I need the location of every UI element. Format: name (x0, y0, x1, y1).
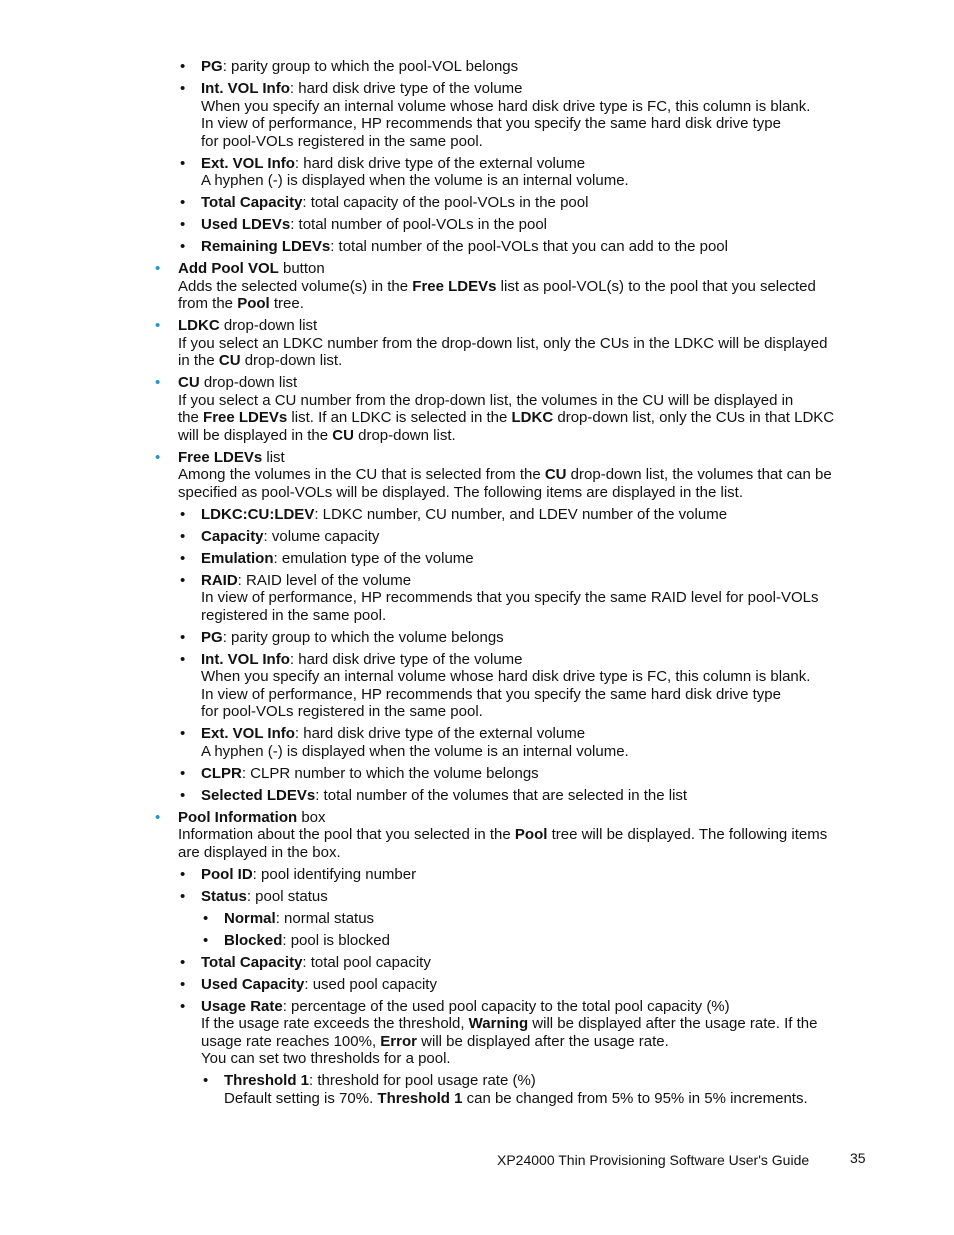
term: Int. VOL Info (201, 650, 290, 668)
text-line (178, 844, 954, 862)
text-segment: from the (178, 295, 238, 312)
text-line (201, 607, 954, 625)
list-item (0, 1072, 954, 1107)
list-item (0, 572, 954, 625)
term: Remaining LDEVs (201, 238, 331, 255)
term: Add Pool VOL (178, 260, 279, 277)
list-item (0, 194, 954, 212)
term: LDKC (178, 317, 220, 334)
text-segment: A hyphen (-) is displayed when the volume is an internal volume. (201, 742, 629, 760)
term: Pool (514, 826, 548, 843)
term: Selected LDEVs (201, 786, 316, 804)
text-line (201, 194, 954, 212)
text-segment: : hard disk drive type of the external volume (294, 725, 586, 742)
text-segment: : hard disk drive type of the volume (289, 650, 523, 668)
term: Threshold 1 (377, 1089, 463, 1107)
text-segment: : total number of the pool-VOLs that you can add to the pool (330, 238, 728, 255)
bullet-icon: • (180, 527, 186, 545)
term: Used LDEVs (201, 216, 291, 233)
bullet-icon: • (155, 374, 161, 391)
term: PG (201, 628, 223, 646)
text-segment: Information about the pool that you selected in the (178, 826, 515, 843)
text-line (201, 1015, 954, 1033)
text-line (201, 686, 954, 704)
list-item (0, 506, 954, 524)
text-line (201, 629, 954, 647)
text-segment: list as pool-VOL(s) to the pool that you selected (496, 277, 816, 295)
text-segment: the (178, 409, 204, 426)
text-line (201, 1033, 954, 1051)
term: CU (332, 426, 354, 444)
text-segment: : hard disk drive type of the external volume (294, 154, 586, 172)
text-segment: : pool identifying number (252, 865, 417, 883)
text-segment: : percentage of the used pool capacity to the total pool capacity (%) (282, 997, 730, 1015)
text-segment: Default setting is 70%. (224, 1089, 378, 1107)
text-line (201, 888, 954, 906)
text-line (201, 506, 954, 524)
text-line (178, 352, 954, 370)
text-segment: for pool-VOLs registered in the same pool. (201, 703, 483, 720)
text-segment: : hard disk drive type of the volume (289, 80, 523, 97)
document-body (0, 58, 954, 1112)
bullet-icon: • (155, 808, 161, 826)
list-item (0, 910, 954, 928)
bullet-icon: • (180, 154, 186, 172)
bullet-icon: • (180, 505, 186, 523)
text-line (224, 932, 954, 950)
text-line (178, 278, 954, 296)
text-line (201, 954, 954, 972)
footer-title: XP24000 Thin Provisioning Software User's Guide (497, 1152, 810, 1168)
text-line (201, 572, 954, 590)
text-line (178, 826, 954, 844)
text-segment: Adds the selected volume(s) in the (178, 277, 413, 295)
bullet-icon: • (180, 216, 186, 233)
text-segment: : RAID level of the volume (237, 571, 412, 589)
list-item (0, 998, 954, 1068)
term: Normal (224, 909, 276, 927)
text-segment: : threshold for pool usage rate (%) (309, 1072, 536, 1089)
list-item (0, 528, 954, 546)
text-line (178, 260, 954, 278)
text-line (201, 743, 954, 761)
list-item (0, 725, 954, 760)
text-line (178, 335, 954, 353)
term: Int. VOL Info (201, 80, 290, 97)
text-segment: will be displayed after the usage rate. If the (528, 1015, 818, 1032)
text-line (178, 809, 954, 827)
text-segment: drop-down list (199, 374, 298, 391)
text-segment: If you select a CU number from the drop-down list, the volumes in the CU will be displayed in (178, 391, 794, 409)
text-line (201, 528, 954, 546)
term: Capacity (201, 527, 264, 545)
list-item (0, 317, 954, 370)
text-segment: If the usage rate exceeds the threshold, (201, 1015, 469, 1032)
text-line (178, 484, 954, 502)
text-line (201, 216, 954, 234)
text-line (201, 80, 954, 98)
text-segment: : CLPR number to which the volume belongs (241, 764, 539, 782)
term: Free LDEVs (178, 448, 263, 466)
text-line (201, 115, 954, 133)
text-segment: drop-down list. (240, 352, 343, 369)
text-line (201, 725, 954, 743)
text-line (201, 58, 954, 76)
term: Total Capacity (201, 194, 303, 211)
term: Warning (468, 1015, 529, 1032)
text-line (201, 668, 954, 686)
text-segment: tree will be displayed. The following items (547, 826, 828, 843)
text-segment: : total pool capacity (302, 953, 431, 971)
term: Pool (237, 295, 270, 312)
list-item (0, 550, 954, 568)
text-segment: When you specify an internal volume whose hard disk drive type is FC, this column is blank. (201, 668, 811, 685)
text-segment: : emulation type of the volume (273, 549, 474, 567)
text-segment: : total number of the volumes that are selected in the list (315, 786, 688, 804)
text-line (201, 1050, 954, 1068)
list-item (0, 888, 954, 906)
text-segment: tree. (269, 295, 304, 312)
term: LDKC (511, 409, 554, 426)
bullet-icon: • (180, 975, 186, 993)
text-line (178, 427, 954, 445)
term: Threshold 1 (224, 1072, 310, 1089)
text-segment: You can set two thresholds for a pool. (201, 1050, 451, 1067)
term: Error (380, 1032, 417, 1050)
list-item (0, 260, 954, 313)
text-segment: drop-down list (219, 317, 318, 334)
text-segment: : volume capacity (263, 527, 380, 545)
bullet-icon: • (180, 571, 186, 589)
term: CLPR (201, 764, 242, 782)
term: LDKC:CU:LDEV (201, 505, 315, 523)
text-segment: are displayed in the box. (178, 843, 341, 861)
list-item (0, 80, 954, 150)
text-line (201, 98, 954, 116)
list-item (0, 374, 954, 444)
text-segment: : total number of pool-VOLs in the pool (290, 216, 548, 233)
bullet-icon: • (180, 786, 186, 804)
text-line (201, 976, 954, 994)
text-line (201, 866, 954, 884)
bullet-icon: • (203, 909, 209, 927)
text-line (178, 449, 954, 467)
bullet-icon: • (180, 865, 186, 883)
text-segment: : used pool capacity (304, 975, 437, 993)
list-item (0, 629, 954, 647)
term: Usage Rate (201, 997, 283, 1015)
list-item (0, 954, 954, 972)
list-item (0, 809, 954, 862)
text-segment: drop-down list, only the CUs in that LDKC (553, 409, 835, 426)
text-segment: A hyphen (-) is displayed when the volume is an internal volume. (201, 172, 629, 189)
term: Ext. VOL Info (201, 725, 295, 742)
bullet-icon: • (180, 80, 186, 97)
list-item (0, 449, 954, 502)
term: Pool ID (201, 865, 253, 883)
text-line (201, 133, 954, 151)
term: CU (218, 352, 241, 369)
text-line (201, 172, 954, 190)
text-segment: list. If an LDKC is selected in the (287, 409, 512, 426)
text-segment: will be displayed after the usage rate. (416, 1032, 669, 1050)
text-segment: Among the volumes in the CU that is selected from the (178, 466, 545, 483)
text-segment: : pool status (246, 887, 328, 905)
list-item (0, 58, 954, 76)
bullet-icon: • (180, 725, 186, 742)
list-item (0, 976, 954, 994)
text-line (201, 238, 954, 256)
text-segment: : pool is blocked (282, 931, 390, 949)
bullet-icon: • (155, 317, 161, 334)
bullet-icon: • (155, 448, 161, 466)
text-line (178, 392, 954, 410)
text-segment: can be changed from 5% to 95% in 5% increments. (462, 1089, 808, 1107)
text-line (201, 765, 954, 783)
text-line (201, 651, 954, 669)
bullet-icon: • (180, 628, 186, 646)
text-line (224, 1072, 954, 1090)
text-line (201, 787, 954, 805)
bullet-icon: • (180, 764, 186, 782)
text-segment: usage rate reaches 100%, (201, 1032, 381, 1050)
bullet-icon: • (180, 549, 186, 567)
page-number: 35 (850, 1150, 866, 1166)
text-segment: In view of performance, HP recommends that you specify the same hard disk drive type (201, 685, 781, 703)
term: Status (201, 887, 247, 905)
text-segment: box (297, 808, 326, 826)
text-line (178, 374, 954, 392)
text-segment: drop-down list, the volumes that can be (566, 466, 832, 483)
bullet-icon: • (180, 238, 186, 255)
text-line (201, 589, 954, 607)
bullet-icon: • (203, 1072, 209, 1089)
text-segment: In view of performance, HP recommends that you specify the same RAID level for pool-VOLs (201, 589, 819, 606)
text-line (201, 550, 954, 568)
bullet-icon: • (180, 650, 186, 668)
text-segment: drop-down list. (353, 426, 456, 444)
term: Free LDEVs (203, 409, 288, 426)
text-segment: : parity group to which the pool-VOL belongs (222, 58, 519, 75)
term: Pool Information (178, 808, 298, 826)
term: Free LDEVs (412, 277, 497, 295)
text-line (224, 1090, 954, 1108)
bullet-icon: • (180, 887, 186, 905)
bullet-icon: • (180, 58, 186, 75)
text-segment: In view of performance, HP recommends that you specify the same hard disk drive type (201, 115, 781, 132)
list-item (0, 765, 954, 783)
text-line (201, 703, 954, 721)
bullet-icon: • (180, 194, 186, 211)
text-line (224, 910, 954, 928)
text-segment: list (262, 448, 285, 466)
bullet-icon: • (155, 260, 161, 277)
text-segment: : total capacity of the pool-VOLs in the pool (302, 194, 589, 211)
text-line (178, 466, 954, 484)
text-segment: registered in the same pool. (201, 606, 387, 624)
text-line (178, 295, 954, 313)
term: Used Capacity (201, 975, 305, 993)
text-segment: : normal status (275, 909, 375, 927)
text-segment: : LDKC number, CU number, and LDEV number of the volume (314, 505, 728, 523)
text-segment: : parity group to which the volume belongs (222, 628, 504, 646)
text-segment: If you select an LDKC number from the drop-down list, only the CUs in the LDKC will be displayed (178, 334, 828, 352)
text-segment: specified as pool-VOLs will be displayed. The following items are displayed in the list. (178, 483, 744, 501)
bullet-icon: • (180, 997, 186, 1015)
term: RAID (201, 571, 238, 589)
text-line (201, 998, 954, 1016)
list-item (0, 651, 954, 721)
term: Total Capacity (201, 953, 303, 971)
text-segment: for pool-VOLs registered in the same pool. (201, 132, 483, 150)
term: PG (201, 58, 223, 75)
text-line (178, 409, 954, 427)
text-segment: When you specify an internal volume whose hard disk drive type is FC, this column is blank. (201, 97, 811, 115)
term: Blocked (224, 931, 283, 949)
term: Emulation (201, 549, 274, 567)
list-item (0, 216, 954, 234)
term: CU (178, 374, 200, 391)
list-item (0, 787, 954, 805)
list-item (0, 932, 954, 950)
list-item (0, 866, 954, 884)
bullet-icon: • (203, 931, 209, 949)
list-item (0, 155, 954, 190)
text-segment: button (278, 260, 325, 277)
list-item (0, 238, 954, 256)
bullet-icon: • (180, 953, 186, 971)
term: Ext. VOL Info (201, 154, 295, 172)
text-segment: in the (178, 352, 219, 369)
text-line (178, 317, 954, 335)
text-segment: will be displayed in the (178, 426, 333, 444)
text-line (201, 155, 954, 173)
term: CU (544, 466, 567, 483)
